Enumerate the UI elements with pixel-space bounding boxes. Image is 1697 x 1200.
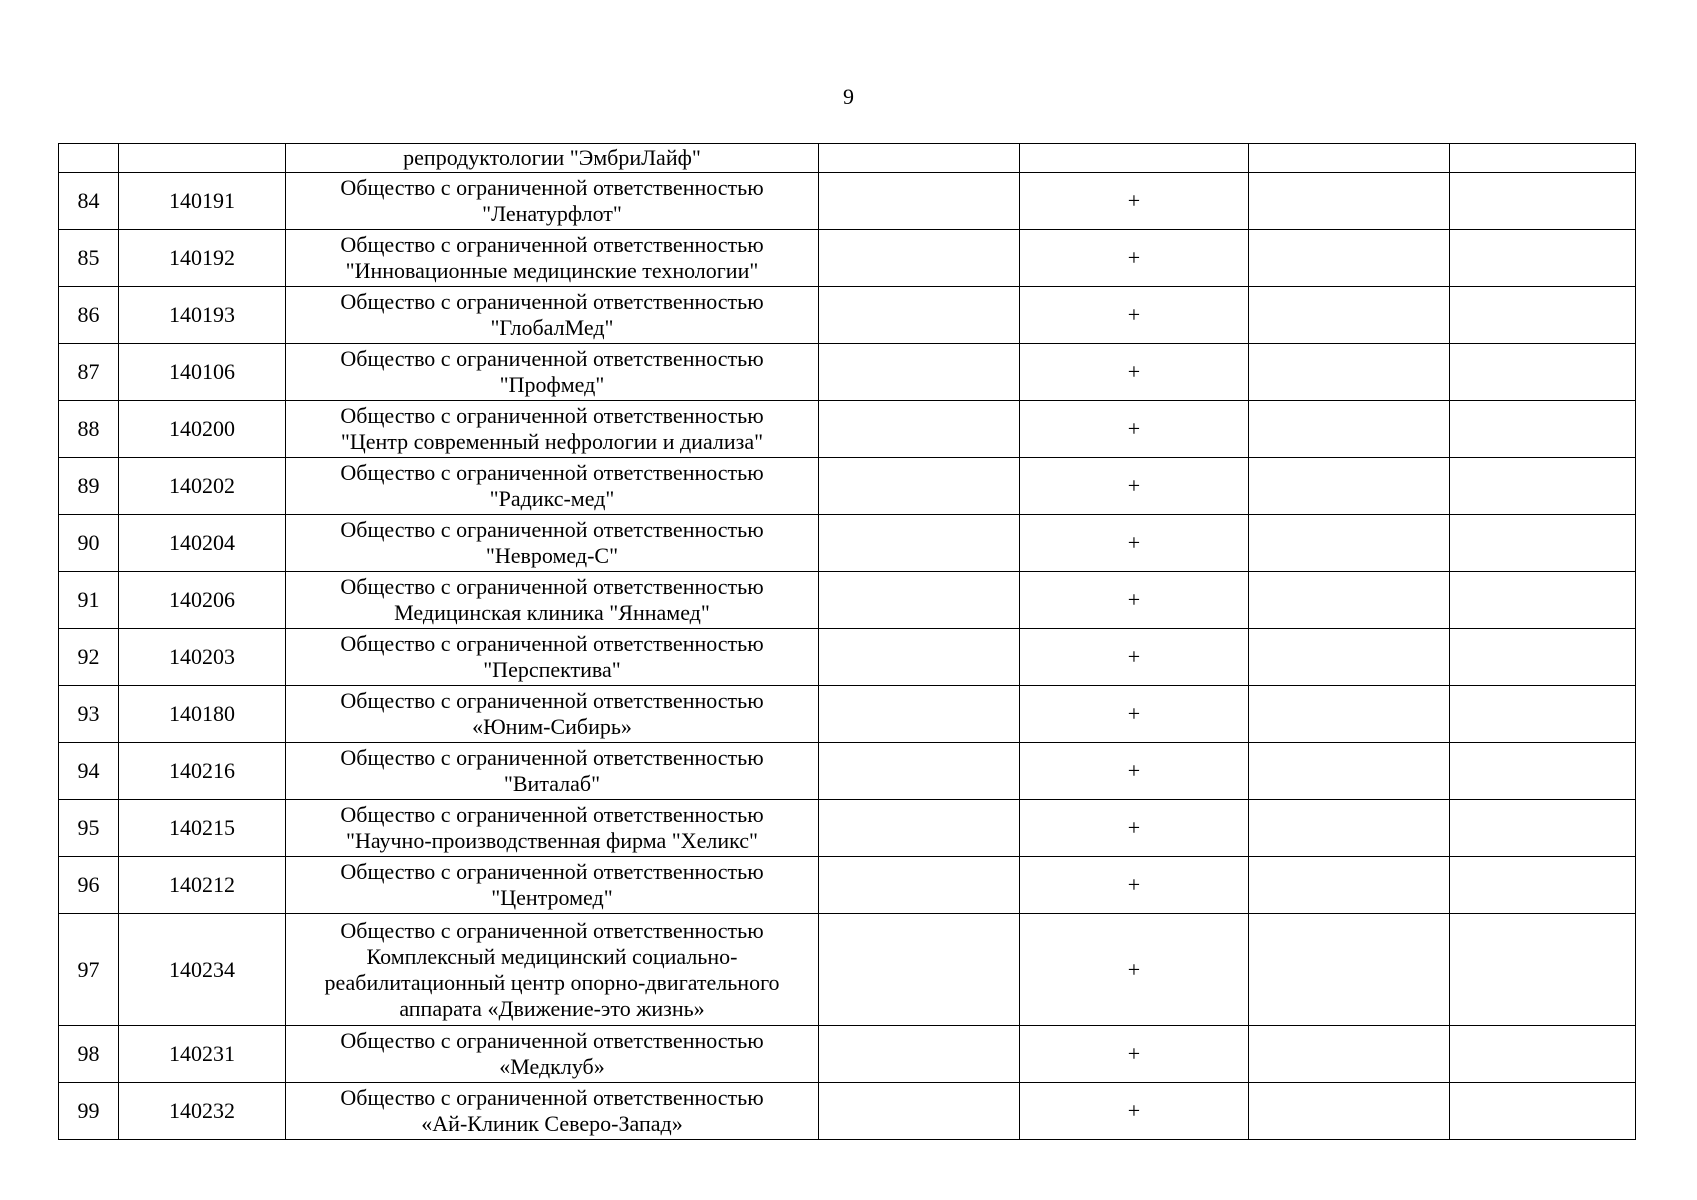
table-row: [59, 344, 1636, 401]
table-row: [59, 629, 1636, 686]
cell-organization-name: Общество с ограниченной ответственностью «Юним-Сибирь»: [286, 686, 819, 743]
cell-col7: [1450, 144, 1636, 173]
cell-mark: +: [1020, 914, 1249, 1026]
cell-col4: [819, 144, 1020, 173]
cell-col4: [819, 401, 1020, 458]
cell-number: 92: [59, 629, 119, 686]
cell-col7: [1450, 230, 1636, 287]
cell-col6: [1249, 1026, 1450, 1083]
cell-col6: [1249, 144, 1450, 173]
cell-col4: [819, 572, 1020, 629]
cell-organization-name: Общество с ограниченной ответственностью "Инновационные медицинские технологии": [286, 230, 819, 287]
cell-code: 140212: [119, 857, 286, 914]
cell-number: 95: [59, 800, 119, 857]
cell-code: 140202: [119, 458, 286, 515]
table-row-continued: [59, 144, 1636, 173]
cell-organization-name: Общество с ограниченной ответственностью "Центр современный нефрологии и диализа": [286, 401, 819, 458]
cell-organization-name: Общество с ограниченной ответственностью Медицинская клиника "Яннамед": [286, 572, 819, 629]
table-row: [59, 1083, 1636, 1140]
cell-col6: [1249, 743, 1450, 800]
cell-organization-name: Общество с ограниченной ответственностью Комплексный медицинский социально- реабилитационный центр опорно-двигательного аппарата «Движение-это жизнь»: [286, 914, 819, 1026]
cell-code: 140200: [119, 401, 286, 458]
cell-col4: [819, 515, 1020, 572]
cell-code: 140232: [119, 1083, 286, 1140]
cell-number: 99: [59, 1083, 119, 1140]
cell-code: 140206: [119, 572, 286, 629]
cell-mark: +: [1020, 515, 1249, 572]
cell-organization-name: Общество с ограниченной ответственностью "Виталаб": [286, 743, 819, 800]
cell-code: 140191: [119, 173, 286, 230]
cell-col4: [819, 914, 1020, 1026]
cell-mark: +: [1020, 629, 1249, 686]
cell-col6: [1249, 800, 1450, 857]
cell-code: 140203: [119, 629, 286, 686]
cell-organization-name: Общество с ограниченной ответственностью "ГлобалМед": [286, 287, 819, 344]
cell-col6: [1249, 629, 1450, 686]
cell-number: 94: [59, 743, 119, 800]
cell-organization-name: Общество с ограниченной ответственностью "Радикс-мед": [286, 458, 819, 515]
cell-code: 140216: [119, 743, 286, 800]
cell-organization-name: Общество с ограниченной ответственностью "Ленатурфлот": [286, 173, 819, 230]
cell-col7: [1450, 1026, 1636, 1083]
cell-number: 87: [59, 344, 119, 401]
cell-mark: +: [1020, 230, 1249, 287]
cell-organization-name: Общество с ограниченной ответственностью "Научно-производственная фирма "Хеликс": [286, 800, 819, 857]
cell-col7: [1450, 857, 1636, 914]
cell-col4: [819, 629, 1020, 686]
cell-code: 140106: [119, 344, 286, 401]
cell-col4: [819, 344, 1020, 401]
cell-mark: +: [1020, 344, 1249, 401]
cell-col7: [1450, 287, 1636, 344]
cell-code: 140215: [119, 800, 286, 857]
cell-code: [119, 144, 286, 173]
cell-mark: +: [1020, 857, 1249, 914]
table-row: [59, 401, 1636, 458]
cell-col6: [1249, 857, 1450, 914]
cell-organization-name: Общество с ограниченной ответственностью "Невромед-С": [286, 515, 819, 572]
cell-mark: +: [1020, 686, 1249, 743]
cell-col6: [1249, 686, 1450, 743]
cell-code: 140204: [119, 515, 286, 572]
cell-col6: [1249, 572, 1450, 629]
cell-mark: +: [1020, 1026, 1249, 1083]
table-row: [59, 572, 1636, 629]
table-row: [59, 800, 1636, 857]
cell-number: 96: [59, 857, 119, 914]
table-row: [59, 686, 1636, 743]
cell-mark: +: [1020, 572, 1249, 629]
cell-col7: [1450, 800, 1636, 857]
cell-col6: [1249, 287, 1450, 344]
cell-col7: [1450, 629, 1636, 686]
cell-col6: [1249, 914, 1450, 1026]
cell-number: 91: [59, 572, 119, 629]
cell-col6: [1249, 173, 1450, 230]
cell-number: 84: [59, 173, 119, 230]
cell-code: 140192: [119, 230, 286, 287]
cell-number: 93: [59, 686, 119, 743]
cell-number: 88: [59, 401, 119, 458]
cell-col4: [819, 173, 1020, 230]
cell-organization-name: Общество с ограниченной ответственностью «Медклуб»: [286, 1026, 819, 1083]
cell-col6: [1249, 230, 1450, 287]
cell-col4: [819, 857, 1020, 914]
cell-mark: +: [1020, 287, 1249, 344]
cell-mark: +: [1020, 401, 1249, 458]
table-row: [59, 173, 1636, 230]
table-row: [59, 458, 1636, 515]
table-row: [59, 1026, 1636, 1083]
table-row: [59, 515, 1636, 572]
cell-col6: [1249, 401, 1450, 458]
cell-col6: [1249, 515, 1450, 572]
cell-mark: +: [1020, 1083, 1249, 1140]
cell-col7: [1450, 1083, 1636, 1140]
registry-table: [58, 143, 1636, 1140]
cell-col4: [819, 287, 1020, 344]
cell-col4: [819, 458, 1020, 515]
cell-organization-name: Общество с ограниченной ответственностью "Центромед": [286, 857, 819, 914]
cell-col6: [1249, 458, 1450, 515]
cell-number: [59, 144, 119, 173]
table-row: [59, 287, 1636, 344]
cell-number: 85: [59, 230, 119, 287]
cell-col7: [1450, 572, 1636, 629]
cell-col4: [819, 743, 1020, 800]
cell-col4: [819, 1083, 1020, 1140]
cell-col7: [1450, 173, 1636, 230]
cell-col4: [819, 686, 1020, 743]
cell-mark: +: [1020, 800, 1249, 857]
page-number: 9: [843, 84, 854, 109]
cell-organization-name: репродуктологии "ЭмбриЛайф": [286, 144, 819, 173]
cell-number: 90: [59, 515, 119, 572]
cell-mark: +: [1020, 743, 1249, 800]
cell-number: 97: [59, 914, 119, 1026]
cell-col4: [819, 1026, 1020, 1083]
cell-col6: [1249, 1083, 1450, 1140]
cell-col7: [1450, 458, 1636, 515]
cell-organization-name: Общество с ограниченной ответственностью "Перспектива": [286, 629, 819, 686]
registry-table-body: [59, 144, 1636, 1140]
cell-code: 140180: [119, 686, 286, 743]
cell-code: 140231: [119, 1026, 286, 1083]
cell-mark: +: [1020, 458, 1249, 515]
table-row: [59, 857, 1636, 914]
cell-number: 86: [59, 287, 119, 344]
cell-col7: [1450, 914, 1636, 1026]
cell-number: 98: [59, 1026, 119, 1083]
cell-mark: +: [1020, 173, 1249, 230]
cell-col4: [819, 230, 1020, 287]
cell-col7: [1450, 743, 1636, 800]
cell-col7: [1450, 686, 1636, 743]
cell-number: 89: [59, 458, 119, 515]
cell-code: 140193: [119, 287, 286, 344]
cell-organization-name: Общество с ограниченной ответственностью "Профмед": [286, 344, 819, 401]
cell-col7: [1450, 344, 1636, 401]
cell-mark: [1020, 144, 1249, 173]
cell-organization-name: Общество с ограниченной ответственностью «Ай-Клиник Северо-Запад»: [286, 1083, 819, 1140]
cell-col4: [819, 800, 1020, 857]
table-row: [59, 743, 1636, 800]
table-row: [59, 914, 1636, 1026]
table-row: [59, 230, 1636, 287]
cell-col7: [1450, 515, 1636, 572]
cell-col6: [1249, 344, 1450, 401]
cell-col7: [1450, 401, 1636, 458]
cell-code: 140234: [119, 914, 286, 1026]
